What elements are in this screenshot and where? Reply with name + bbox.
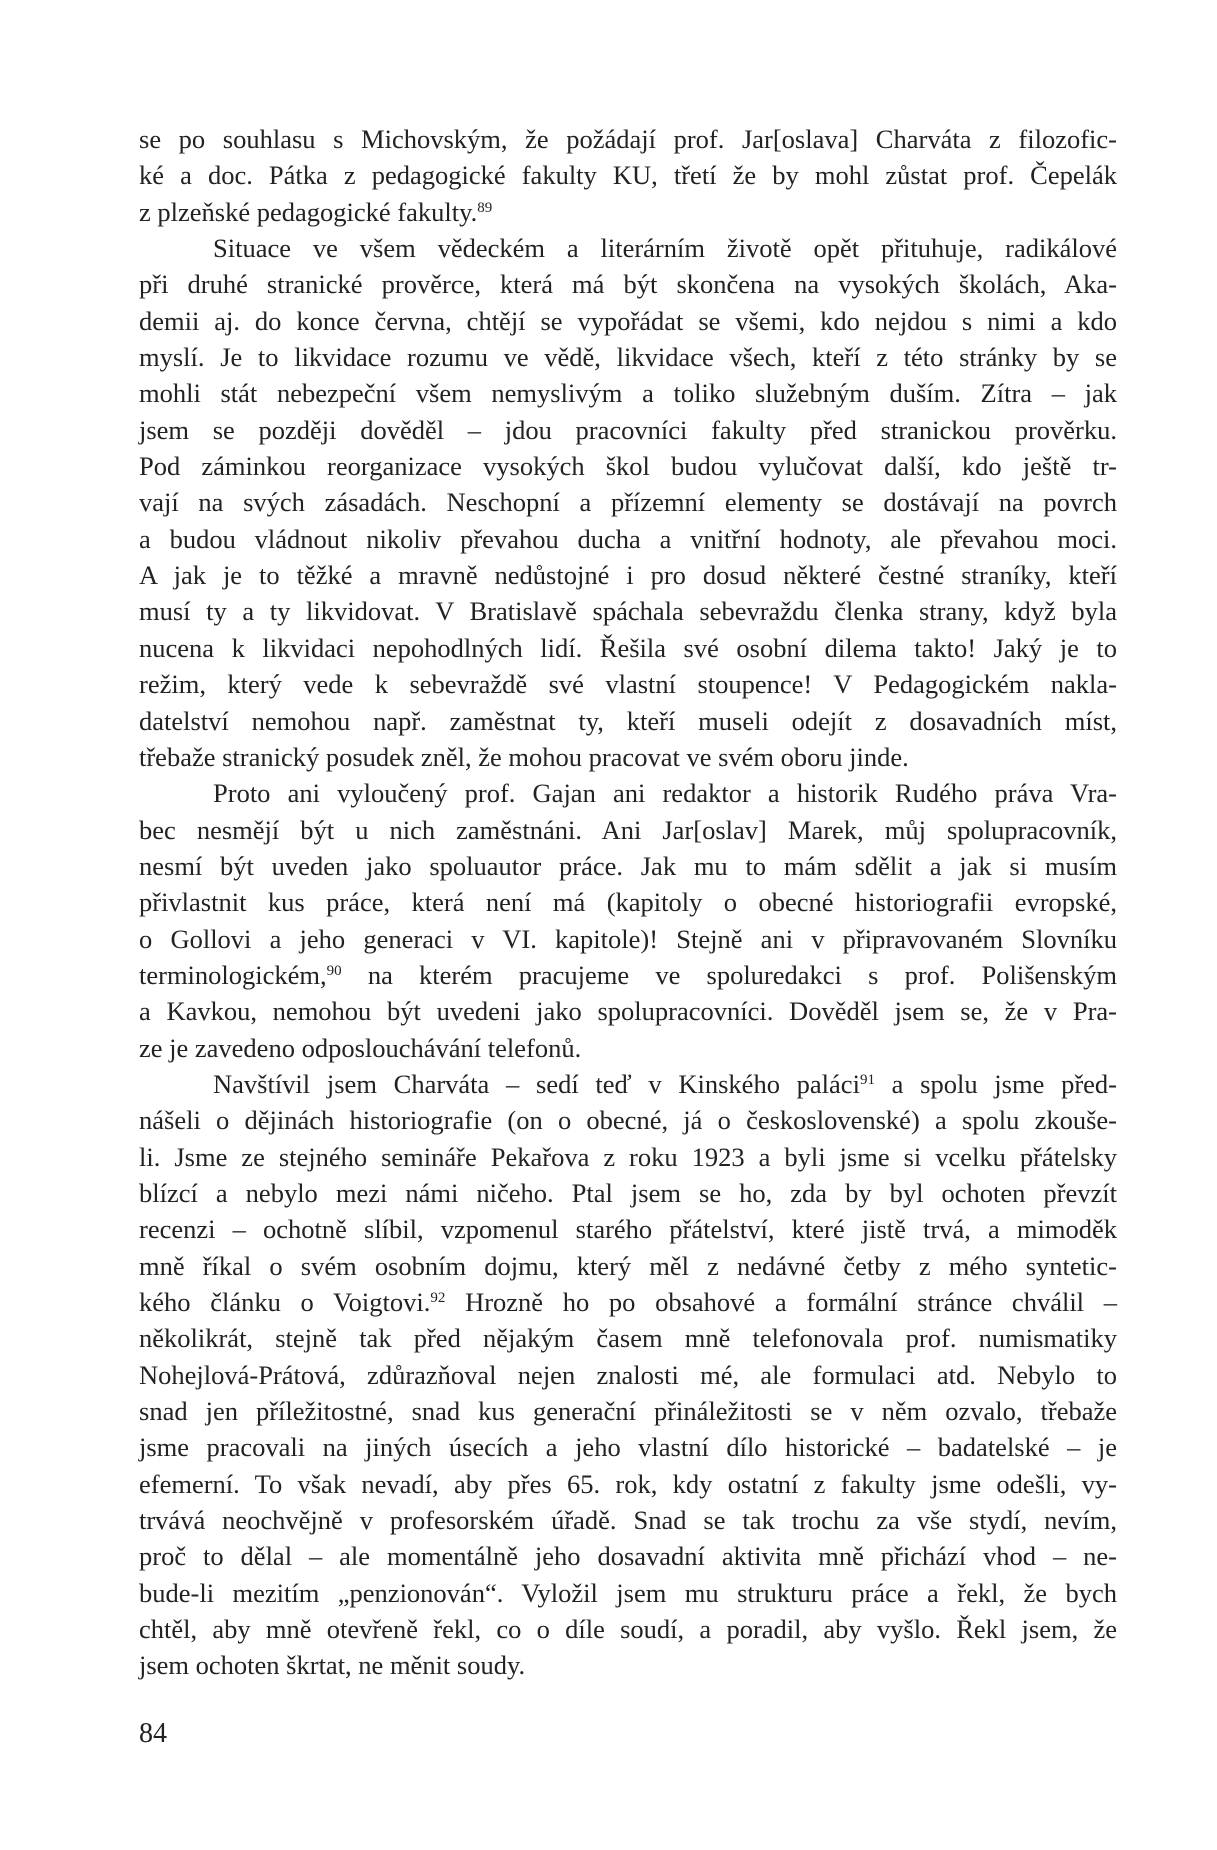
footnote-reference[interactable]: 92 <box>430 1290 446 1306</box>
text-line <box>139 412 1117 448</box>
line-text: Situace ve všem vědeckém a literárním životě opět přituhuje, radikálové <box>213 233 1117 264</box>
line-text: se po souhlasu s Michovským, že požádají prof. Jar[oslava] Charváta z filozofic- <box>139 124 1117 154</box>
line-text-continued: na kterém pracujeme ve spoluredakci s prof. Polišenským <box>341 959 1117 990</box>
line-text: mohli stát nebezpeční všem nemyslivým a toliko služebným duším. Zítra – jak <box>139 378 1117 409</box>
text-line <box>139 957 1117 993</box>
text-line <box>139 666 1117 702</box>
line-text: jsem se později dověděl – jdou pracovníci fakulty před stranickou prověrku. <box>139 414 1117 445</box>
footnote-reference[interactable]: 90 <box>326 962 342 979</box>
line-text: nesmí být uveden jako spoluautor práce. Jak mu to mám sdělit a jak si musím <box>139 850 1117 881</box>
line-text: A jak je to těžké a mravně nedůstojné i pro dosud některé čestné straníky, kteří <box>139 560 1117 591</box>
line-text: režim, který vede k sebevraždě své vlastní stoupence! V Pedagogickém nakla- <box>139 669 1117 700</box>
line-text: a Kavkou, nemohou být uvedeni jako spolupracovníci. Dověděl jsem se, že v Pra- <box>139 996 1117 1027</box>
line-text: blízcí a nebylo mezi námi ničeho. Ptal jsem se ho, zda by byl ochoten převzít <box>139 1177 1117 1208</box>
text-line <box>139 1211 1117 1247</box>
line-text: musí ty a ty likvidovat. V Bratislavě spáchala sebevraždu členka strany, když byla <box>139 596 1117 627</box>
text-line <box>139 448 1117 484</box>
line-text-continued: a spolu jsme před- <box>874 1068 1117 1099</box>
line-text: jsme pracovali na jiných úsecích a jeho vlastní dílo historické – badatelské – je <box>139 1432 1117 1463</box>
text-line <box>139 1030 1117 1066</box>
text-line <box>139 1647 1117 1683</box>
line-text: chtěl, aby mně otevřeně řekl, co o díle soudí, a poradil, aby vyšlo. Řekl jsem, že <box>139 1614 1117 1645</box>
text-line <box>139 630 1117 666</box>
paragraph-first-line <box>139 230 1117 266</box>
line-text: datelství nemohou např. zaměstnat ty, kteří museli odejít z dosavadních míst, <box>139 705 1117 736</box>
line-text: třebaže stranický posudek zněl, že mohou pracovat ve svém oboru jinde. <box>139 741 909 772</box>
line-text: z plzeňské pedagogické fakulty. <box>139 196 478 227</box>
line-text: nucena k likvidaci nepohodlných lidí. Řešila své osobní dilema takto! Jaký je to <box>139 632 1117 663</box>
text-line <box>139 993 1117 1029</box>
text-line <box>139 375 1117 411</box>
text-line <box>139 157 1117 193</box>
line-text: přivlastnit kus práce, která není má (kapitoly o obecné historiografii evropské, <box>139 887 1117 918</box>
text-line <box>139 703 1117 739</box>
paragraph-first-line <box>139 775 1117 811</box>
text-line <box>139 1393 1117 1429</box>
line-text: Pod záminkou reorganizace vysokých škol budou vylučovat další, kdo ještě tr- <box>139 451 1117 482</box>
text-line <box>139 339 1117 375</box>
line-text: mně říkal o svém osobním dojmu, který měl z nedávné četby z mého syntetic- <box>139 1250 1117 1281</box>
text-line <box>139 1102 1117 1138</box>
line-text: bude-li mezitím „penzionován“. Vyložil jsem mu strukturu práce a řekl, že bych <box>139 1577 1117 1608</box>
text-line <box>139 1466 1117 1502</box>
line-text: ké a doc. Pátka z pedagogické fakulty KU, třetí že by mohl zůstat prof. Čepelák <box>139 160 1117 191</box>
footnote-reference[interactable]: 89 <box>477 199 493 216</box>
text-line <box>139 303 1117 339</box>
line-text: ze je zavedeno odposlouchávání telefonů. <box>139 1032 582 1063</box>
text-line <box>139 1429 1117 1465</box>
line-text: Nohejlová-Prátová, zdůrazňoval nejen znalosti mé, ale formulaci atd. Nebylo to <box>139 1359 1117 1390</box>
text-line <box>139 1284 1117 1320</box>
line-text: o Gollovi a jeho generaci v VI. kapitole)! Stejně ani v připravovaném Slovníku <box>139 923 1117 954</box>
text-line <box>139 1139 1117 1175</box>
page-number: 84 <box>139 1718 167 1749</box>
line-text: Navštívil jsem Charváta – sedí teď v Kinského paláci <box>213 1068 860 1099</box>
body-text <box>139 121 1117 1684</box>
paragraph-first-line <box>139 1066 1117 1102</box>
text-line <box>139 1575 1117 1611</box>
text-line <box>139 521 1117 557</box>
line-text-continued: Hrozně ho po obsahové a formální stránce chválil – <box>445 1287 1117 1317</box>
text-line <box>139 812 1117 848</box>
line-text: jsem ochoten škrtat, ne měnit soudy. <box>139 1650 526 1681</box>
line-text: li. Jsme ze stejného semináře Pekařova z roku 1923 a byli jsme si vcelku přátelsky <box>139 1141 1117 1172</box>
text-line <box>139 1357 1117 1393</box>
text-line <box>139 121 1117 157</box>
line-text: snad jen příležitostné, snad kus generační přináležitosti se v něm ozvalo, třebaže <box>139 1396 1117 1427</box>
text-line <box>139 266 1117 302</box>
text-line <box>139 921 1117 957</box>
line-text: Proto ani vyloučený prof. Gajan ani redaktor a historik Rudého práva Vra- <box>213 778 1117 809</box>
line-text: myslí. Je to likvidace rozumu ve vědě, likvidace všech, kteří z této stránky by se <box>139 342 1117 373</box>
text-line <box>139 484 1117 520</box>
line-text: efemerní. To však nevadí, aby přes 65. rok, kdy ostatní z fakulty jsme odešli, vy- <box>139 1468 1117 1499</box>
line-text: nášeli o dějinách historiografie (on o obecné, já o československé) a spolu zkouše- <box>139 1105 1117 1136</box>
line-text: recenzi – ochotně slíbil, vzpomenul starého přátelství, které jistě trvá, a mimoděk <box>139 1214 1117 1245</box>
line-text: bec nesmějí být u nich zaměstnáni. Ani Jar[oslav] Marek, můj spolupracovník, <box>139 814 1117 845</box>
text-line <box>139 1175 1117 1211</box>
text-line <box>139 739 1117 775</box>
text-line <box>139 1538 1117 1574</box>
text-line <box>139 1320 1117 1356</box>
line-text: kého článku o Voigtovi. <box>139 1287 431 1317</box>
line-text: několikrát, stejně tak před nějakým časem mně telefonovala prof. numismatiky <box>139 1323 1117 1354</box>
text-line <box>139 1248 1117 1284</box>
text-line <box>139 1611 1117 1647</box>
footnote-reference[interactable]: 91 <box>859 1071 875 1088</box>
text-line <box>139 1502 1117 1538</box>
text-line <box>139 557 1117 593</box>
line-text: při druhé stranické prověrce, která má být skončena na vysokých školách, Aka- <box>139 269 1117 300</box>
text-line <box>139 884 1117 920</box>
line-text: proč to dělal – ale momentálně jeho dosavadní aktivita mně přichází vhod – ne- <box>139 1541 1117 1572</box>
line-text: demii aj. do konce června, chtějí se vypořádat se všemi, kdo nejdou s nimi a kdo <box>139 305 1117 336</box>
text-line <box>139 194 1117 230</box>
line-text: a budou vládnout nikoliv převahou ducha a vnitřní hodnoty, ale převahou moci. <box>139 523 1117 554</box>
line-text: terminologickém, <box>139 959 327 990</box>
text-line <box>139 848 1117 884</box>
text-line <box>139 593 1117 629</box>
line-text: trvává neochvějně v profesorském úřadě. Snad se tak trochu za vše stydí, nevím, <box>139 1505 1117 1536</box>
line-text: vají na svých zásadách. Neschopní a přízemní elementy se dostávají na povrch <box>139 487 1117 518</box>
